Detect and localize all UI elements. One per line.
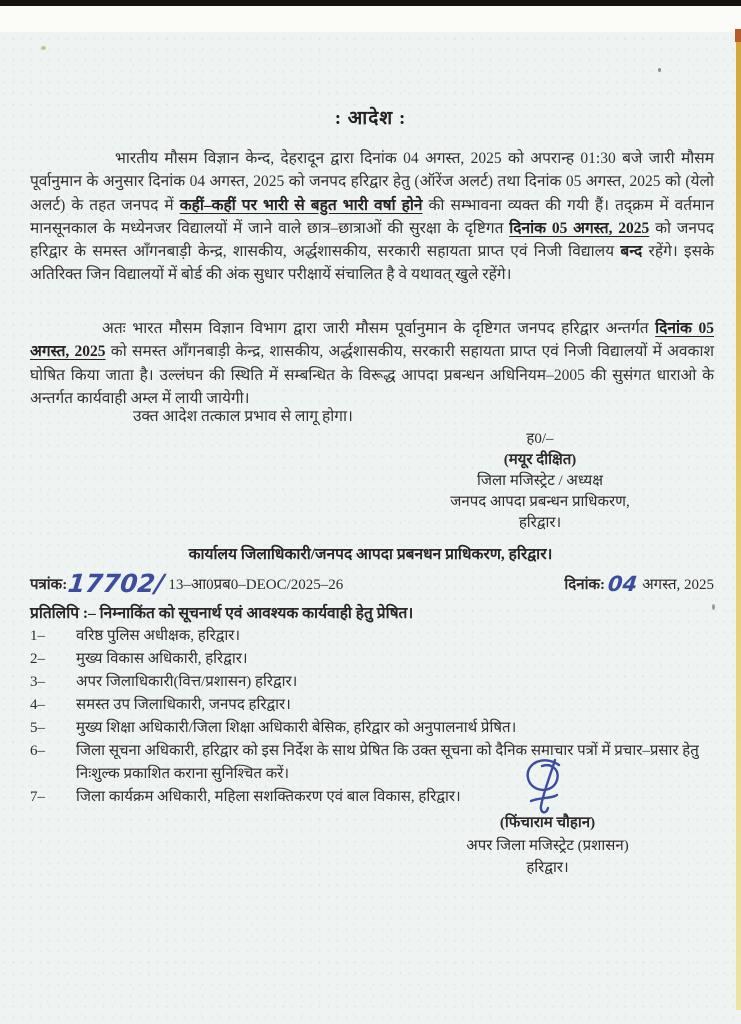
letter-date-group — [564, 574, 714, 594]
letter-reference-line — [30, 569, 714, 598]
para2-text-segment: अतः भारत मौसम विज्ञान विभाग द्वारा जारी मौसम पूर्वानुमान के दृष्टिगत जनपद हरिद्वार अन्तर्गत — [102, 320, 656, 337]
list-item-number: 7– — [30, 789, 45, 805]
list-item — [30, 694, 720, 717]
list-item-text: वरिष्ठ पुलिस अधीक्षक, हरिद्वार। — [76, 628, 241, 644]
signatory-name: (मयूर दीक्षित) — [503, 452, 577, 468]
list-item-text: जिला सूचना अधिकारी, हरिद्वार को इस निर्देश के साथ प्रेषित कि उक्त सूचना को दैनिक समाचार पत्रों में प्रचार–प्रसार हेतु निःशुल्क प्रकाशित कराना सुनिश्चित करें। — [76, 743, 699, 782]
list-item-number: 1– — [30, 628, 45, 644]
paper-speck — [658, 68, 661, 72]
list-item-number: 6– — [30, 743, 45, 759]
closure-date-underlined: दिनांक 05 अगस्त, 2025 — [509, 219, 650, 237]
signatory-name: (फिंचाराम चौहान) — [499, 815, 596, 831]
list-item — [30, 740, 720, 786]
list-item — [30, 671, 720, 694]
signatory-place: हरिद्वार। — [526, 860, 569, 876]
holiday-date-underlined: दिनांक 05 अगस्त, 2025 — [30, 320, 714, 361]
signatory-place: हरिद्वार। — [518, 515, 562, 531]
page-right-edge-strip — [736, 42, 741, 1010]
handwritten-letter-number: 17702/ — [66, 569, 166, 598]
printed-letter-number: 13–आ0प्रब0–DEOC/2025–26 — [168, 577, 344, 593]
list-item — [30, 625, 720, 648]
list-item-text: मुख्य शिक्षा अधिकारी/जिला शिक्षा अधिकारी बेसिक, हरिद्वार को अनुपालनार्थ प्रेषित। — [76, 720, 517, 736]
paper-speck — [712, 604, 715, 610]
closed-bold-word: बन्द — [620, 243, 643, 261]
district-magistrate-signature-block — [390, 429, 690, 534]
heavy-rain-underlined-phrase: कहीं–कहीं पर भारी से बहुत भारी वर्षा होने — [179, 196, 423, 214]
handwritten-signature — [513, 756, 575, 820]
page-right-edge-cap — [735, 29, 741, 42]
list-item-text: अपर जिलाधिकारी(वित्त/प्रशासन) हरिद्वार। — [76, 674, 298, 690]
printed-date-text: अगस्त, 2025 — [642, 577, 714, 593]
para1-text-segment: की सम्भावना व्यक्त की गयी हैं। तद्क्रम में वर्तमान मानसूनकाल के मध्येनजर विद्यालयों में जाने वाले छात्र–छात्राओं की सुरक्षा के दृष्टिगत — [30, 196, 714, 237]
paper-speck — [41, 46, 46, 50]
para1-text-segment: रहेंगे। इसके अतिरिक्त जिन विद्यालयों में बोर्ड की अंक सुधार परीक्षायें संचालित है वे यथावत् खुले रहेंगे। — [30, 243, 714, 284]
list-item-number: 4– — [30, 697, 45, 713]
list-item — [30, 648, 720, 671]
list-item — [30, 717, 720, 740]
list-item-number: 2– — [30, 651, 45, 667]
signatory-authority: जनपद आपदा प्रबन्धन प्राधिकरण, — [450, 494, 630, 510]
letter-number-label: पत्रांक: — [30, 577, 68, 593]
list-item-text: जिला कार्यक्रम अधिकारी, महिला सशक्तिकरण एवं बाल विकास, हरिद्वार। — [76, 789, 461, 805]
additional-magistrate-signature-block — [400, 812, 695, 880]
office-letterhead-line: कार्यालय जिलाधिकारी/जनपद आपदा प्रबनधन प्राधिकरण, हरिद्वार। — [188, 546, 553, 563]
list-item-text: समस्त उप जिलाधिकारी, जनपद हरिद्वार। — [76, 697, 291, 713]
scan-top-margin — [0, 6, 741, 32]
signatory-designation: अपर जिला मजिस्ट्रेट (प्रशासन) — [466, 837, 629, 854]
date-label: दिनांक: — [564, 577, 605, 593]
para1-text-segment: भारतीय मौसम विज्ञान केन्द, देहरादून द्वारा दिनांक 04 अगस्त, 2025 को अपरान्ह 01:30 बजे जारी मौसम पूर्वानुमान के अनुसार दिनांक 04 अगस्त, 2025 को जनपद हरिद्वार हेतु (ऑरेंज अलर्ट) तथा दिनांक 05 अगस्त, 2025 को (येलो अलर्ट) के तहत जनपद में — [30, 150, 714, 214]
handwritten-date-number: 04 — [606, 572, 639, 596]
letter-number-group — [30, 569, 344, 598]
signatory-designation: जिला मजिस्ट्रेट / अध्यक्ष — [477, 473, 603, 489]
signed-abbreviation: ह0/– — [526, 431, 554, 447]
copy-distribution-heading: प्रतिलिपि :– निम्नाकिंत को सूचनार्थ एवं आवश्यक कार्यवाही हेतु प्रेषित। — [30, 605, 414, 622]
order-title: : आदेश : — [334, 108, 407, 129]
para1-text-segment: को जनपद हरिद्वार के समस्त आँगनबाड़ी केन्द्र, शासकीय, अर्द्धशासकीय, सरकारी सहायता प्राप्त एवं निजी विद्यालय — [30, 219, 714, 261]
list-item-number: 5– — [30, 720, 45, 736]
order-paragraph-1 — [30, 147, 714, 287]
order-effective-line: उक्त आदेश तत्काल प्रभाव से लागू होगा। — [133, 408, 353, 425]
copy-distribution-list — [30, 625, 720, 809]
list-item — [30, 786, 720, 809]
list-item-number: 3– — [30, 674, 45, 690]
list-item-text: मुख्य विकास अधिकारी, हरिद्वार। — [76, 651, 248, 667]
para2-text-segment: को समस्त आँगनबाड़ी केन्द्र, शासकीय, अर्द्धशासकीय, सरकारी सहायता प्राप्त एवं निजी विद्यालयों में अवकाश घोषित किया जाता है। उल्लंघन की स्थिति में सम्बन्धित के विरूद्ध आपदा प्रबन्धन अधिनियम–2005 की सुसंगत धाराओ के अन्तर्गत कार्यवाही अम्ल में लायी जायेगी। — [30, 343, 715, 407]
order-paragraph-2 — [30, 317, 714, 410]
